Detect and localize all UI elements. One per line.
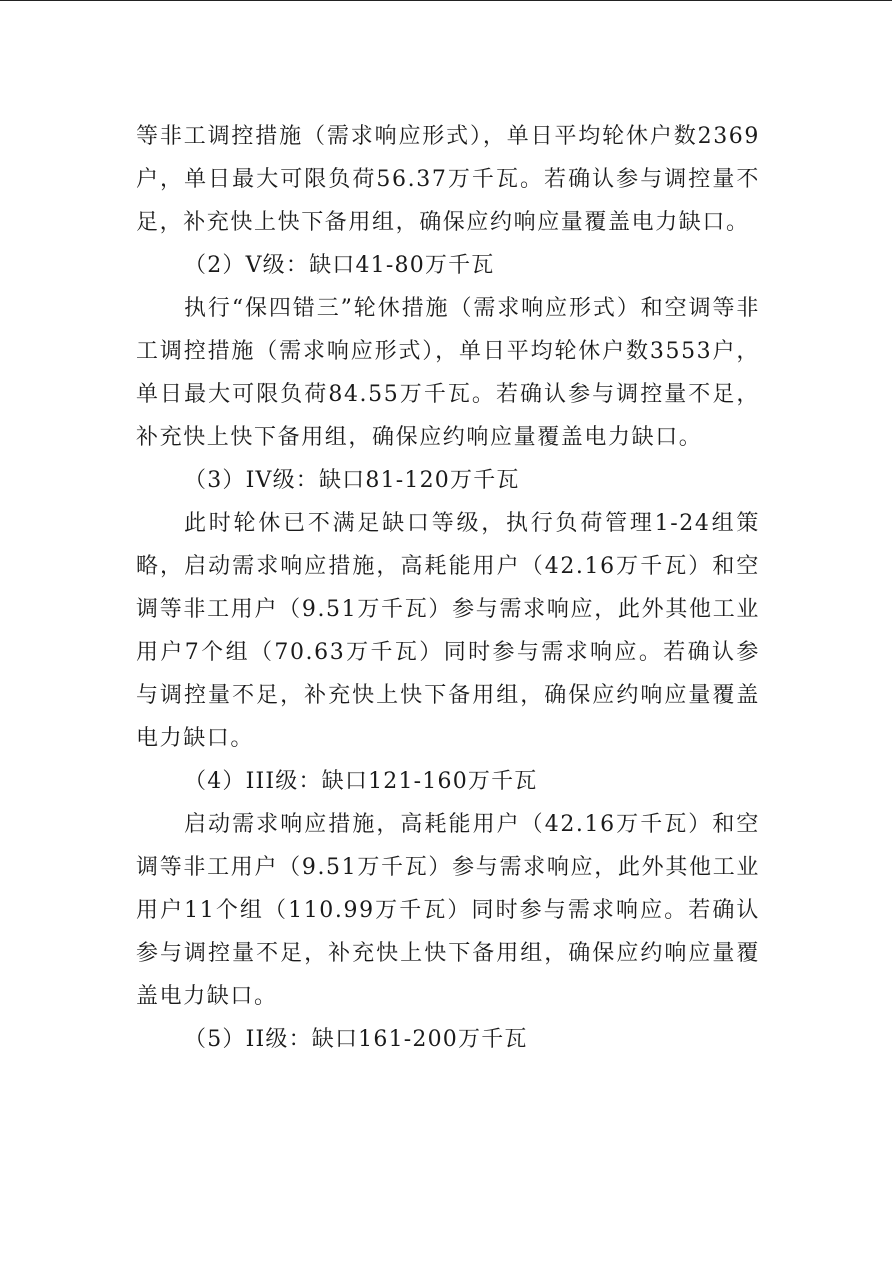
section-heading-level-ii: （5）II级：缺口161-200万千瓦: [184, 1027, 528, 1052]
paragraph-level-v: 执行“保四错三”轮休措施（需求响应形式）和空调等非工调控措施（需求响应形式），单日平均轮休户数3553户，单日最大可限负荷84.55万千瓦。若确认参与调控量不足，补充快上快下备用组，确保应约响应量覆盖电力缺口。: [136, 296, 760, 450]
paragraph-continuation: 等非工调控措施（需求响应形式），单日平均轮休户数2369户，单日最大可限负荷56.37万千瓦。若确认参与调控量不足，补充快上快下备用组，确保应约响应量覆盖电力缺口。: [136, 124, 760, 235]
section-heading-level-iii: （4）III级：缺口121-160万千瓦: [184, 769, 538, 794]
paragraph-level-iii: 启动需求响应措施，高耗能用户（42.16万千瓦）和空调等非工用户（9.51万千瓦）参与需求响应，此外其他工业用户11个组（110.99万千瓦）同时参与需求响应。若确认参与调控量不足，补充快上快下备用组，确保应约响应量覆盖电力缺口。: [136, 812, 760, 1009]
paragraph-level-iv: 此时轮休已不满足缺口等级，执行负荷管理1-24组策略，启动需求响应措施，高耗能用户（42.16万千瓦）和空调等非工用户（9.51万千瓦）参与需求响应，此外其他工业用户7个组（70.63万千瓦）同时参与需求响应。若确认参与调控量不足，补充快上快下备用组，确保应约响应量覆盖电力缺口。: [136, 511, 760, 751]
document-body: [136, 115, 760, 1061]
section-heading-level-v: （2）V级：缺口41-80万千瓦: [184, 253, 495, 278]
section-heading-level-iv: （3）IV级：缺口81-120万千瓦: [184, 468, 520, 493]
